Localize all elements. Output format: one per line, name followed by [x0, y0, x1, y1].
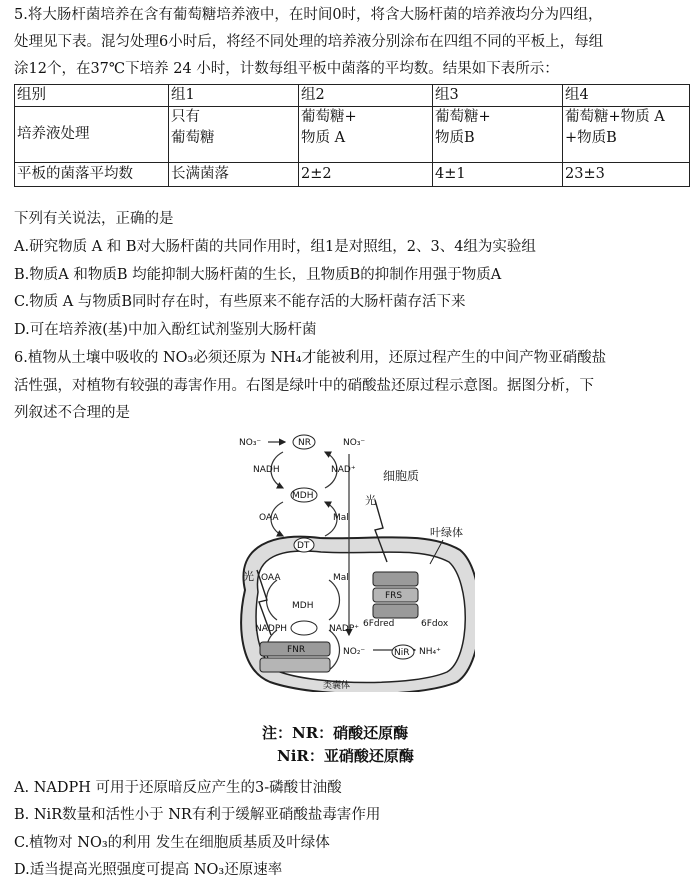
- label-dt: DT: [297, 541, 310, 551]
- header-group1: 组1: [169, 85, 299, 107]
- label-nadp: NADP⁺: [329, 624, 359, 634]
- cell-line: 只有: [171, 109, 200, 125]
- label-nir: NiR: [394, 648, 410, 658]
- label-thylakoid: 类囊体: [323, 681, 351, 691]
- cell-colonies-group4: 23±3: [563, 163, 690, 187]
- label-oaa-top: OAA: [259, 513, 279, 523]
- label-light-right: 光: [365, 494, 376, 507]
- cell-line: 葡萄糖+物质 A: [565, 109, 665, 125]
- row-label-colonies: 平板的菌落平均数: [15, 163, 169, 187]
- label-cytoplasm: 细胞质: [383, 469, 420, 483]
- q5-stem-line3: 涂12个，在37℃下培养 24 小时，计数每组平板中菌落的平均数。结果如下表所示：: [14, 61, 559, 77]
- q6-stem-line1: 6.植物从土壤中吸收的 NO₃必须还原为 NH₄才能被利用，还原过程产生的中间产物亚硝酸盐: [14, 350, 607, 366]
- cell-treatment-group1: [169, 107, 299, 163]
- q5-option-c[interactable]: C.物质 A 与物质B同时存在时，有些原来不能存活的大肠杆菌存活下来: [14, 294, 466, 310]
- q5-prompt: 下列有关说法，正确的是: [14, 211, 174, 227]
- q6-option-b[interactable]: B. NiR数量和活性小于 NR有利于缓解亚硝酸盐毒害作用: [14, 807, 381, 823]
- table-row-colonies: [15, 163, 690, 187]
- cell-colonies-group1: 长满菌落: [169, 163, 299, 187]
- figure-note-nr: 注：NR：硝酸还原酶: [262, 724, 409, 742]
- label-fd-ox: 6Fdox: [421, 619, 449, 629]
- q6-option-c[interactable]: C.植物对 NO₃的利用 发生在细胞质基质及叶绿体: [14, 835, 330, 851]
- label-mdh-in: MDH: [292, 601, 314, 611]
- table-row-treatment: [15, 107, 690, 163]
- label-mal-top: Mal: [333, 513, 349, 523]
- q6-stem-line3: 列叙述不合理的是: [14, 405, 130, 421]
- cell-treatment-group3: [433, 107, 563, 163]
- label-nad: NAD⁺: [331, 465, 356, 475]
- cell-colonies-group3: 4±1: [433, 163, 563, 187]
- q5-results-table: [14, 84, 690, 187]
- label-light-left: 光: [243, 570, 254, 583]
- header-group3: 组3: [433, 85, 563, 107]
- figure-note-nir: NiR：亚硝酸还原酶: [277, 747, 414, 765]
- q5-option-a[interactable]: A.研究物质 A 和 B对大肠杆菌的共同作用时，组1是对照组，2、3、4组为实验组: [14, 239, 536, 255]
- row-label-treatment: 培养液处理: [15, 107, 169, 163]
- label-no3-right: NO₃⁻: [343, 438, 366, 448]
- nitrate-reduction-diagram: [225, 430, 475, 692]
- header-group: 组别: [15, 85, 169, 107]
- label-oaa-in: OAA: [261, 573, 281, 583]
- label-mal-in: Mal: [333, 573, 349, 583]
- label-nadph: NADPH: [255, 624, 288, 634]
- cell-line: 葡萄糖+: [301, 109, 357, 125]
- label-mdh-top: MDH: [292, 491, 314, 501]
- q5-option-b[interactable]: B.物质A 和物质B 均能抑制大肠杆菌的生长，且物质B的抑制作用强于物质A: [14, 267, 502, 283]
- cell-line: +物质B: [565, 130, 617, 146]
- cell-colonies-group2: 2±2: [299, 163, 433, 187]
- label-nadh: NADH: [253, 465, 280, 475]
- cell-treatment-group4: [563, 107, 690, 163]
- label-frs: FRS: [385, 591, 403, 601]
- label-no3-left: NO₃⁻: [239, 438, 262, 448]
- q5-stem-line2: 处理见下表。混匀处理6小时后，将经不同处理的培养液分别涂布在四组不同的平板上，每组: [14, 34, 604, 50]
- q6-option-a[interactable]: A. NADPH 可用于还原暗反应产生的3-磷酸甘油酸: [14, 780, 342, 796]
- cell-treatment-group2: [299, 107, 433, 163]
- q5-stem-line1: 5.将大肠杆菌培养在含有葡萄糖培养液中，在时间0时，将含大肠杆菌的培养液均分为四组，: [14, 7, 603, 23]
- label-nr: NR: [298, 438, 311, 448]
- label-nh4: NH₄⁺: [419, 647, 441, 657]
- cell-line: 葡萄糖+: [435, 109, 491, 125]
- label-no2: NO₂⁻: [343, 647, 366, 657]
- table-header-row: [15, 85, 690, 107]
- label-chloroplast: 叶绿体: [430, 526, 463, 539]
- q5-option-d[interactable]: D.可在培养液(基)中加入酚红试剂鉴别大肠杆菌: [14, 322, 317, 338]
- label-fd-red: 6Fdred: [363, 619, 395, 629]
- label-fnr: FNR: [287, 645, 306, 655]
- cell-line: 物质B: [435, 130, 475, 146]
- q6-option-d[interactable]: D.适当提高光照强度可提高 NO₃还原速率: [14, 862, 283, 878]
- q6-stem-line2: 活性强，对植物有较强的毒害作用。右图是绿叶中的硝酸盐还原过程示意图。据图分析，下: [14, 378, 594, 394]
- cell-line: 物质 A: [301, 130, 346, 146]
- cell-line: 葡萄糖: [171, 130, 215, 146]
- header-group4: 组4: [563, 85, 690, 107]
- header-group2: 组2: [299, 85, 433, 107]
